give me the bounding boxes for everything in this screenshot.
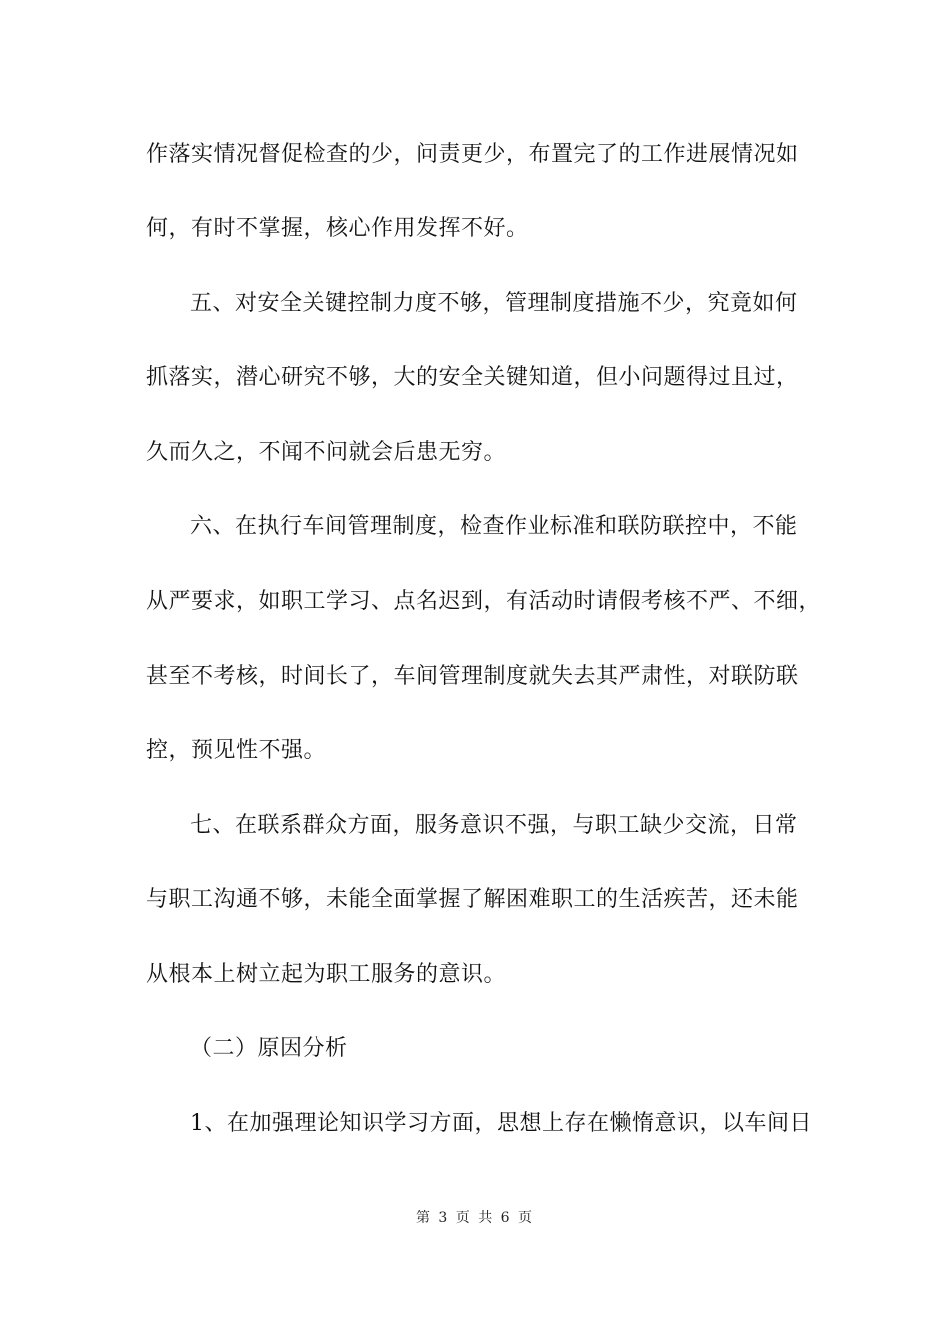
footer-current-page: 3 xyxy=(438,1210,450,1226)
text-line-7: 从严要求，如职工学习、点名迟到，有活动时请假考核不严、不细， xyxy=(146,589,822,614)
text-line-3: 五、对安全关键控制力度不够，管理制度措施不少，究竟如何 xyxy=(190,291,798,316)
text-line-12: 从根本上树立起为职工服务的意识。 xyxy=(146,962,507,987)
footer-total-pages: 6 xyxy=(500,1210,512,1226)
footer-suffix: 页 xyxy=(518,1210,535,1226)
text-line-5: 久而久之，不闻不问就会后患无穷。 xyxy=(146,440,507,465)
footer-middle: 页 共 xyxy=(455,1210,495,1226)
text-line-11: 与职工沟通不够，未能全面掌握了解困难职工的生活疾苦，还未能 xyxy=(146,887,799,912)
footer-prefix: 第 xyxy=(415,1210,432,1226)
text-line-6: 六、在执行车间管理制度，检查作业标准和联防联控中，不能 xyxy=(190,514,798,539)
text-line-9: 控，预见性不强。 xyxy=(146,738,327,763)
text-line-10: 七、在联系群众方面，服务意识不强，与职工缺少交流，日常 xyxy=(190,813,798,838)
text-line-2: 何，有时不掌握，核心作用发挥不好。 xyxy=(146,216,529,241)
section-heading: （二）原因分析 xyxy=(190,1036,348,1061)
text-line-8: 甚至不考核，时间长了，车间管理制度就失去其严肃性，对联防联 xyxy=(146,664,799,689)
text-line-4: 抓落实，潜心研究不够，大的安全关键知道，但小问题得过且过， xyxy=(146,365,799,390)
text-line-1: 作落实情况督促检查的少，问责更少，布置完了的工作进展情况如 xyxy=(146,142,799,167)
text-line-14: 1、在加强理论知识学习方面，思想上存在懒惰意识，以车间日 xyxy=(190,1111,812,1136)
page-footer xyxy=(0,1208,950,1228)
